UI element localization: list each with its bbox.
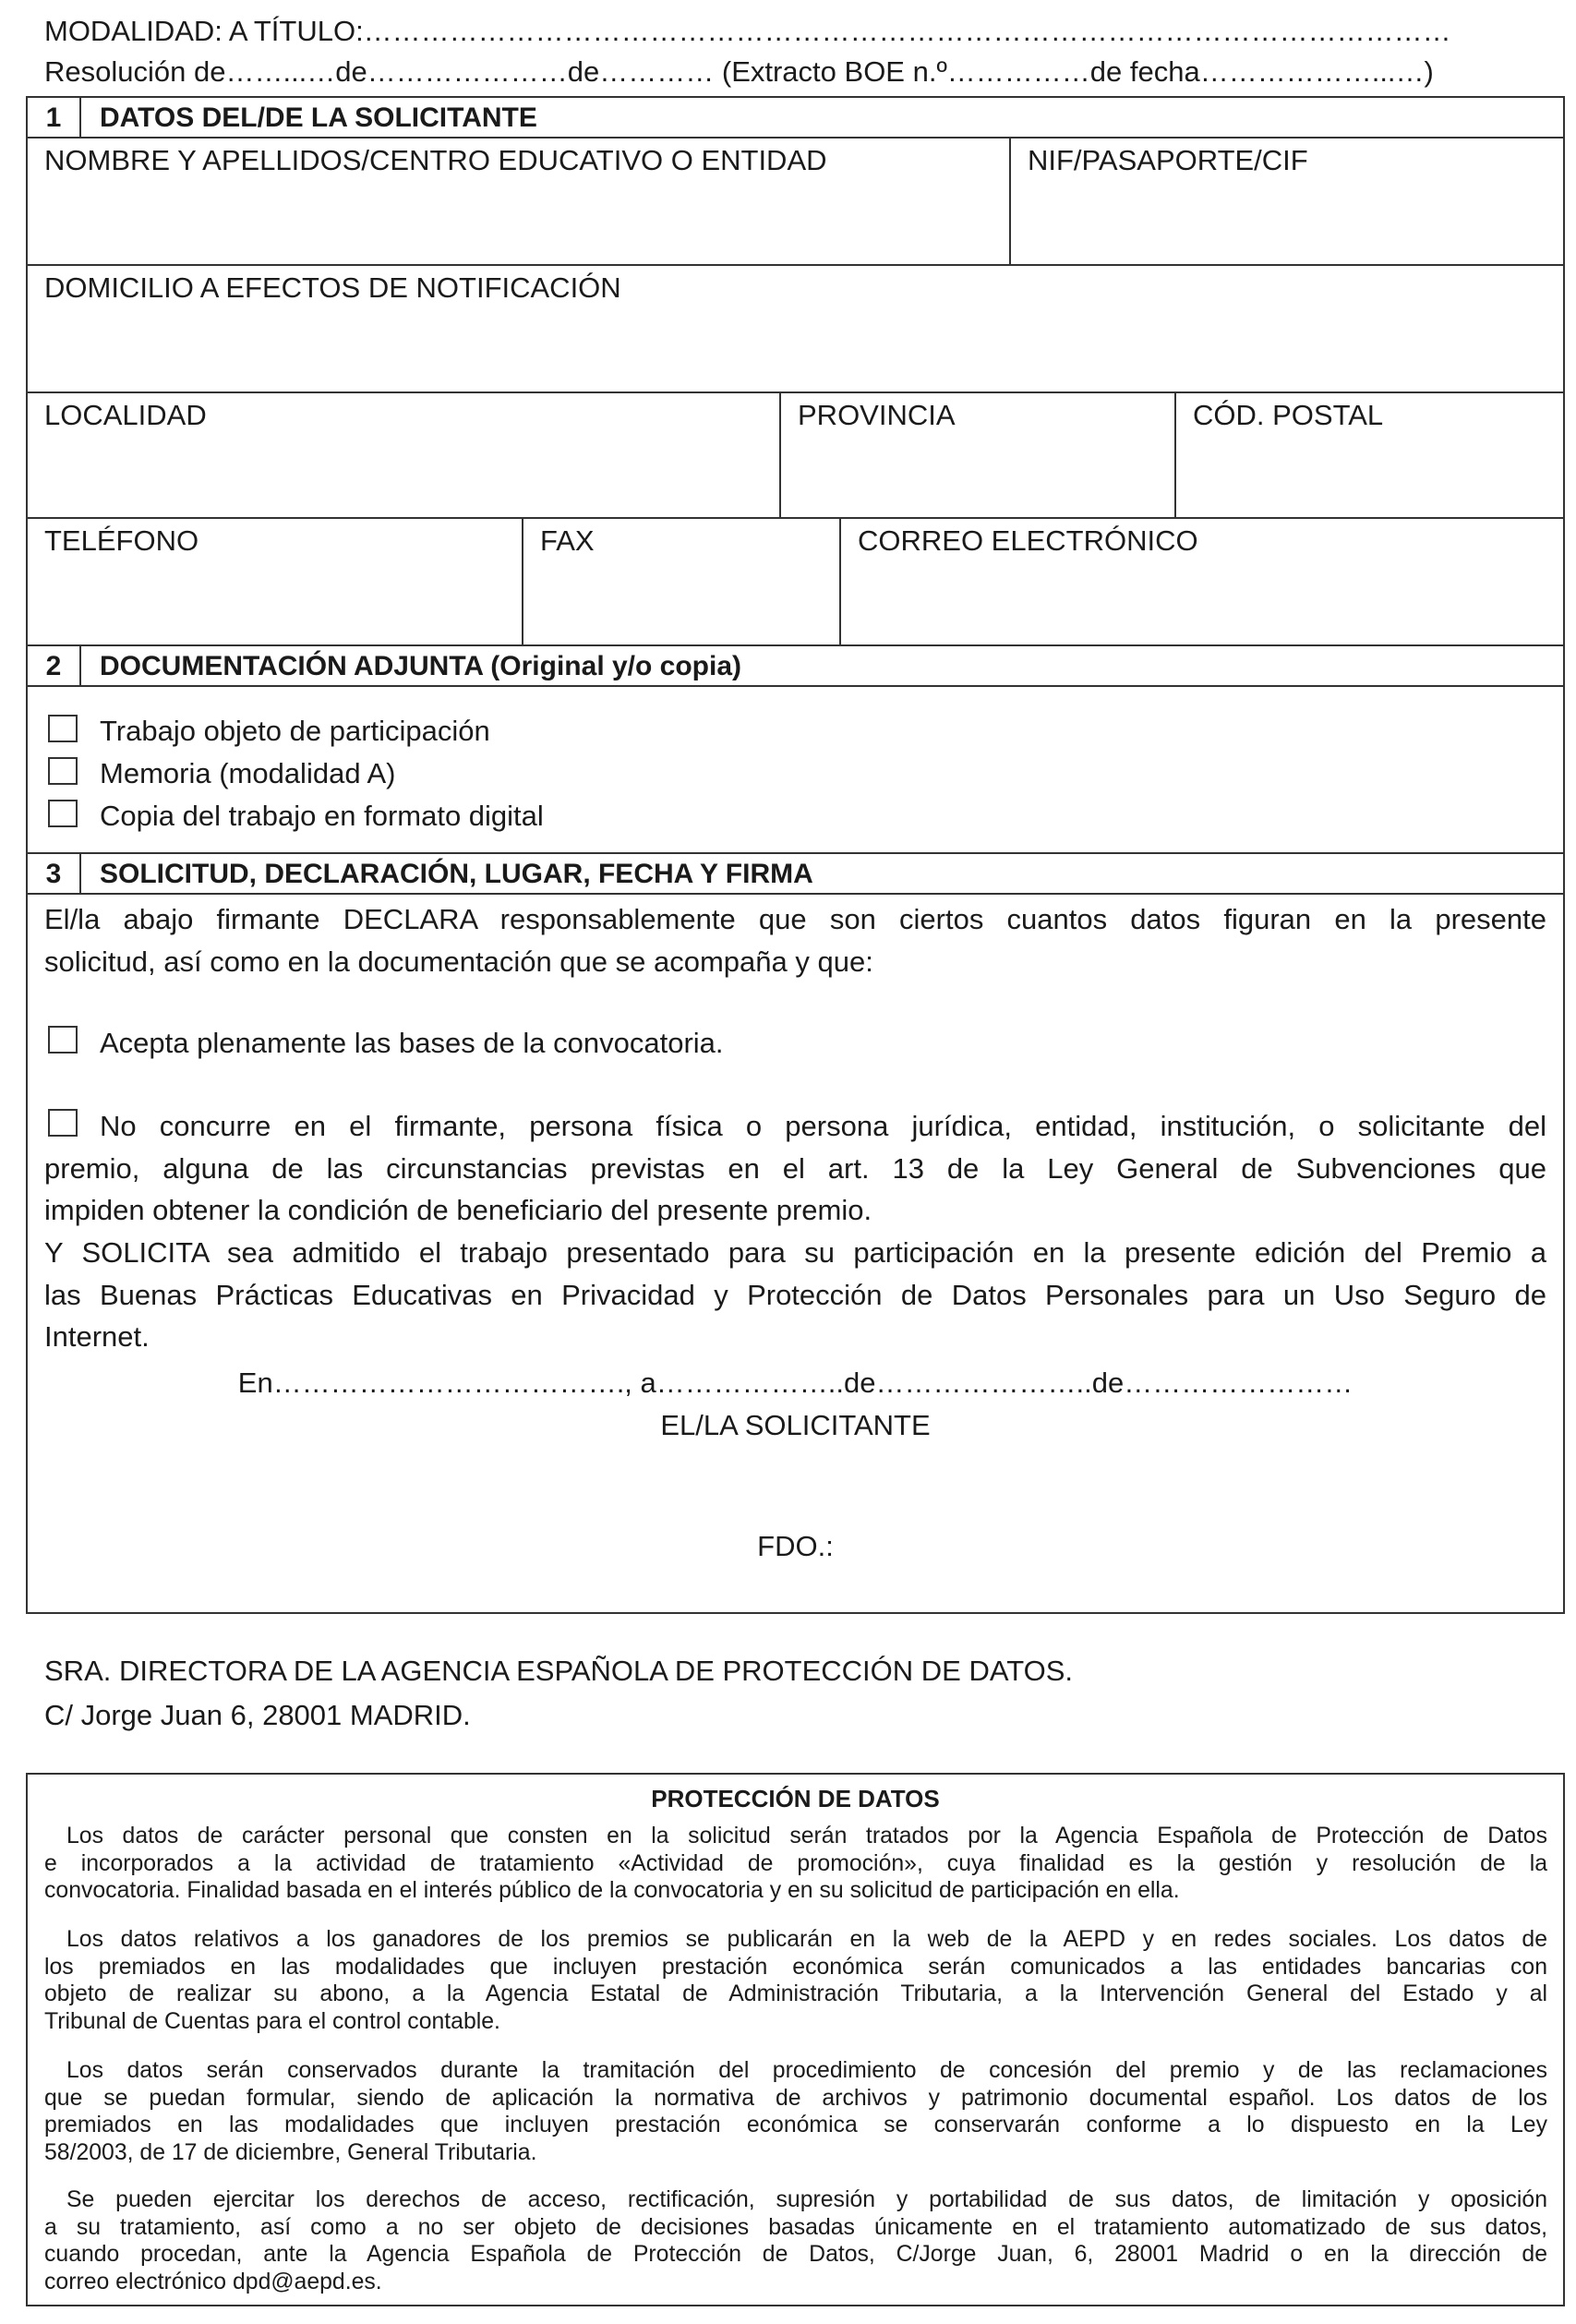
divider	[1009, 138, 1011, 264]
section-2-title: DOCUMENTACIÓN ADJUNTA (Original y/o copia)	[100, 651, 742, 681]
text-line: que se puedan formular, siendo de aplicación la normativa de archivos y patrimonio documental español. Los datos de los	[44, 2085, 1547, 2111]
checkbox-copia-digital[interactable]	[48, 800, 78, 827]
addressee-line-2: C/ Jorge Juan 6, 28001 MADRID.	[44, 1699, 471, 1731]
field-cp-label: CÓD. POSTAL	[1193, 399, 1384, 431]
divider	[522, 519, 523, 644]
text-line: Internet.	[44, 1320, 150, 1353]
text-line: Y SOLICITA sea admitido el trabajo presentado para su participación en la presente edición del Premio a	[44, 1236, 1546, 1269]
text-line: premiados en las modalidades que incluyen prestación económica se conservarán conforme a lo dispuesto en la Ley	[44, 2113, 1547, 2137]
section-2-header	[26, 644, 1565, 685]
text-line: cuando procedan, ante la Agencia Española de Protección de Datos, C/Jorge Juan, 6, 28001 Madrid o en la dirección de	[44, 2242, 1547, 2267]
checkbox-memoria-label: Memoria (modalidad A)	[100, 757, 396, 789]
section-3-header	[26, 852, 1565, 893]
row-domicilio	[26, 264, 1565, 391]
text-line: Los datos serán conservados durante la tramitación del procedimiento de concesión del premio y de las reclamaciones	[66, 2058, 1547, 2083]
section-1-number: 1	[28, 98, 81, 138]
field-nif-label: NIF/PASAPORTE/CIF	[1028, 144, 1308, 176]
section-3-body	[26, 893, 1565, 1614]
text-line: El/la abajo firmante DECLARA responsablemente que son ciertos cuantos datos figuran en la presente	[44, 903, 1546, 935]
field-nombre-label: NOMBRE Y APELLIDOS/CENTRO EDUCATIVO O ENTIDAD	[44, 144, 827, 176]
text-line: Se pueden ejercitar los derechos de acceso, rectificación, supresión y portabilidad de sus datos, de limitación y oposición	[66, 2187, 1547, 2212]
firma-label[interactable]: FDO.:	[757, 1530, 834, 1562]
divider	[1174, 393, 1176, 517]
text-line: 58/2003, de 17 de diciembre, General Tributaria.	[44, 2139, 537, 2165]
solicitante-label: EL/LA SOLICITANTE	[660, 1409, 931, 1441]
solicita-paragraph	[44, 1232, 1546, 1358]
checkbox-trabajo-label: Trabajo objeto de participación	[100, 715, 490, 747]
addressee-line-1: SRA. DIRECTORA DE LA AGENCIA ESPAÑOLA DE PROTECCIÓN DE DATOS.	[44, 1655, 1074, 1687]
text-line: a su tratamiento, así como a no ser objeto de decisiones basadas únicamente en el tratamiento automatizado de sus datos,	[44, 2214, 1547, 2240]
section-1-header	[26, 96, 1565, 137]
checkbox-memoria[interactable]	[48, 757, 78, 785]
text-line: impiden obtener la condición de beneficiario del presente premio.	[44, 1194, 872, 1226]
text-line: premio, alguna de las circunstancias previstas en el art. 13 de la Ley General de Subvenciones que	[44, 1151, 1546, 1185]
text-line: No concurre en el firmante, persona física o persona jurídica, entidad, institución, o solicitante del	[100, 1110, 1546, 1142]
checkbox-copia-digital-label: Copia del trabajo en formato digital	[100, 800, 544, 832]
text-line: Tribunal de Cuentas para el control contable.	[44, 2008, 500, 2034]
section-1-title: DATOS DEL/DE LA SOLICITANTE	[100, 102, 537, 133]
lugar-fecha-line[interactable]: En………………………………., a………………..de…………………..de……………………	[237, 1367, 1353, 1399]
field-telefono-label: TELÉFONO	[44, 524, 199, 557]
text-line: objeto de realizar su abono, a la Agencia Estatal de Administración Tributaria, a la Intervención General del Estado y al	[44, 1981, 1547, 2006]
proteccion-paragraph-3	[44, 2057, 1547, 2166]
section-2-number: 2	[28, 646, 81, 687]
text-line: los premiados en las modalidades que incluyen prestación económica serán comunicados a las entidades bancarias con	[44, 1954, 1547, 1980]
text-line: correo electrónico dpd@aepd.es.	[44, 2269, 382, 2294]
field-localidad-label: LOCALIDAD	[44, 399, 207, 431]
text-line: e incorporados a la actividad de tratamiento «Actividad de promoción», cuya finalidad es la gestión y resolución de la	[44, 1850, 1547, 1876]
divider	[839, 519, 841, 644]
field-fax-label: FAX	[540, 524, 595, 557]
section-3-number: 3	[28, 854, 81, 895]
proteccion-datos-title: PROTECCIÓN DE DATOS	[651, 1785, 940, 1812]
row-contacto	[26, 517, 1565, 644]
declara-paragraph	[44, 898, 1546, 982]
proteccion-paragraph-2	[44, 1926, 1547, 2035]
field-provincia-label: PROVINCIA	[798, 399, 956, 431]
proteccion-paragraph-1	[44, 1823, 1547, 1905]
resolucion-line[interactable]: Resolución de……...…de…………………de………… (Extracto BOE n.º……………de fecha………………...…)	[44, 55, 1434, 88]
row-localidad	[26, 391, 1565, 517]
text-line: las Buenas Prácticas Educativas en Privacidad y Protección de Datos Personales para un Uso Seguro de	[44, 1278, 1546, 1311]
text-line: solicitud, así como en la documentación que se acompaña y que:	[44, 945, 873, 978]
section-3-title: SOLICITUD, DECLARACIÓN, LUGAR, FECHA Y FIRMA	[100, 859, 813, 889]
divider	[779, 393, 781, 517]
row-nombre-nif	[26, 137, 1565, 264]
no-concurre-paragraph	[44, 1105, 1546, 1232]
text-line: Los datos de carácter personal que consten en la solicitud serán tratados por la Agencia Española de Protección de Datos	[66, 1824, 1547, 1848]
section-2-body	[26, 685, 1565, 852]
field-email-label: CORREO ELECTRÓNICO	[858, 524, 1198, 557]
proteccion-datos-box	[26, 1773, 1565, 2306]
proteccion-paragraph-4	[44, 2186, 1547, 2295]
text-line: Los datos relativos a los ganadores de los premios se publicarán en la web de la AEPD y en redes sociales. Los datos de	[66, 1927, 1547, 1952]
field-domicilio-label: DOMICILIO A EFECTOS DE NOTIFICACIÓN	[44, 271, 621, 304]
modalidad-titulo-line[interactable]: MODALIDAD: A TÍTULO:……………………………………………………………………………………………………	[44, 15, 1451, 47]
text-line: convocatoria. Finalidad basada en el interés público de la convocatoria y en su solicitud de participación en ella.	[44, 1878, 1180, 1903]
checkbox-trabajo[interactable]	[48, 715, 78, 742]
checkbox-acepta-bases[interactable]	[48, 1026, 78, 1054]
checkbox-acepta-bases-label: Acepta plenamente las bases de la convocatoria.	[100, 1027, 724, 1059]
